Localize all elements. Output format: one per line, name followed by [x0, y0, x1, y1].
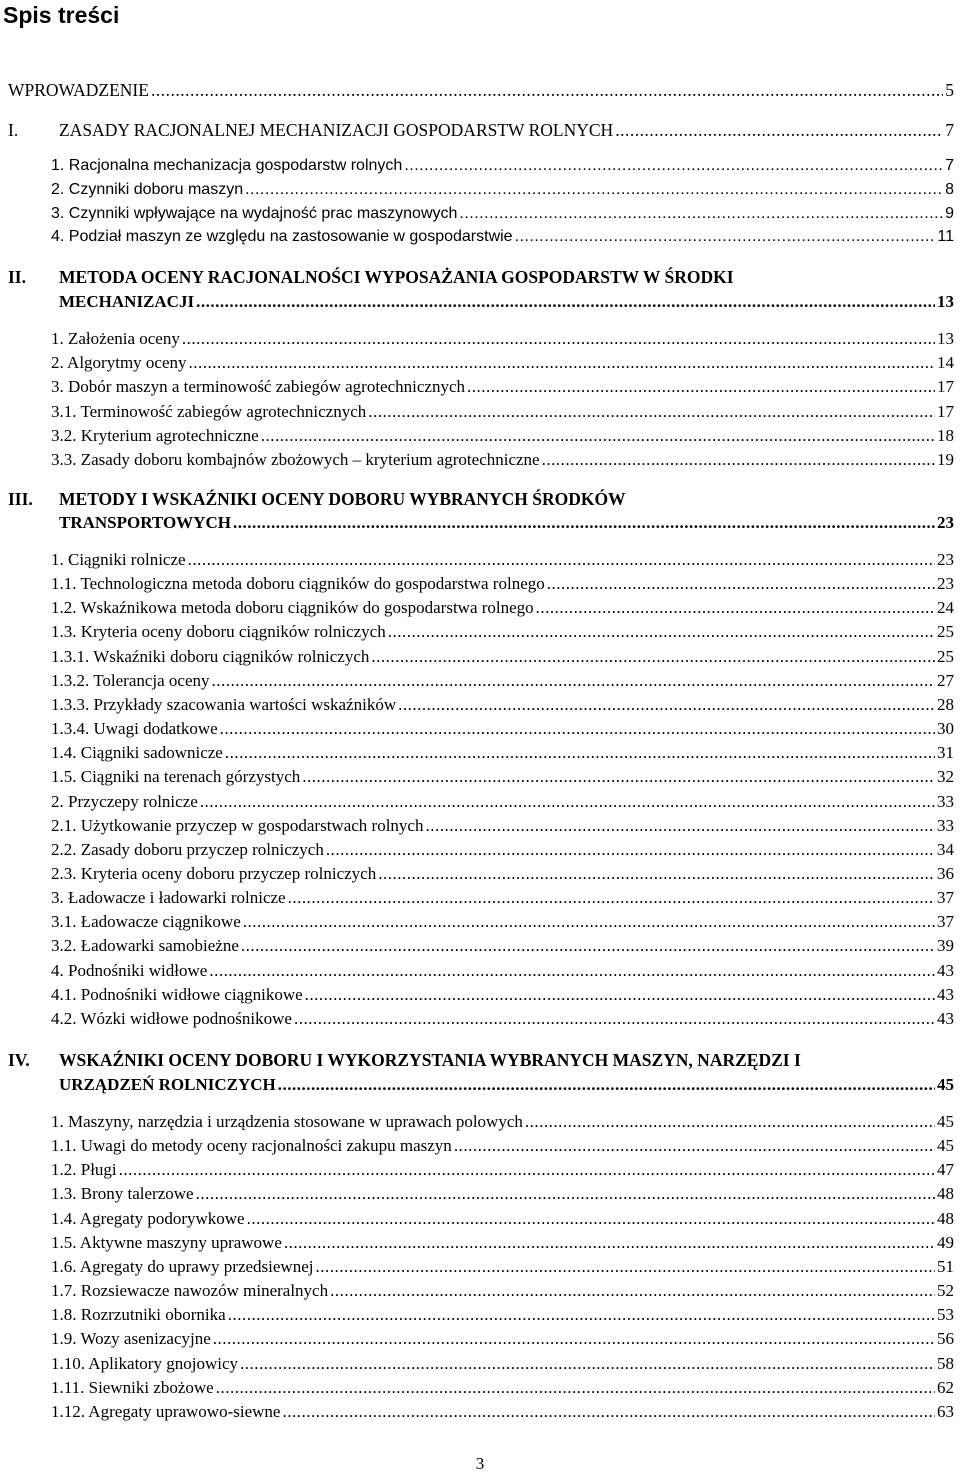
toc-entry[interactable]	[51, 912, 954, 932]
toc-entry-title: 1.2. Wskaźnikowa metoda doboru ciągników do gospodarstwa rolnego	[51, 598, 534, 618]
toc-entry[interactable]	[51, 767, 954, 787]
toc-entry-page: 24	[937, 598, 954, 618]
toc-entry-title: 1.8. Rozrzutniki obornika	[51, 1305, 226, 1325]
dot-leader	[330, 1281, 935, 1301]
toc-entry-page: 51	[937, 1256, 954, 1276]
toc-entry[interactable]	[51, 1233, 954, 1253]
toc-entry-title: TRANSPORTOWYCH	[59, 513, 231, 532]
dot-leader	[245, 181, 943, 199]
toc-entry-intro[interactable]	[8, 80, 954, 101]
toc-entry-title: 3.1. Terminowość zabiegów agrotechnicznych	[51, 401, 367, 421]
toc-entry-title: 1.4. Ciągniki sadownicze	[51, 743, 223, 763]
toc-entry[interactable]	[51, 1184, 954, 1204]
dot-leader	[212, 671, 935, 691]
toc-entry-title: 1.3. Brony talerzowe	[51, 1184, 194, 1204]
dot-leader	[368, 402, 935, 422]
toc-chapter-1[interactable]	[59, 120, 954, 141]
toc-entry[interactable]	[51, 719, 954, 739]
toc-entry[interactable]	[51, 864, 954, 884]
chapter-number: I.	[8, 120, 19, 140]
toc-entry-title: 3. Ładowacze i ładowarki rolnicze	[51, 888, 286, 908]
dot-leader	[209, 961, 935, 981]
dot-leader	[240, 1354, 935, 1374]
toc-entry-page: 43	[937, 1008, 954, 1028]
toc-chapter-title-line[interactable]: METODA OCENY RACJONALNOŚCI WYPOSAŻANIA GOSPODARSTW W ŚRODKI	[59, 267, 734, 287]
toc-chapter-3[interactable]	[59, 513, 954, 533]
toc-entry[interactable]	[51, 329, 954, 349]
dot-leader	[515, 228, 936, 246]
dot-leader	[247, 1209, 935, 1229]
toc-entry[interactable]	[51, 353, 954, 373]
dot-leader	[196, 292, 935, 312]
toc-entry-page: 45	[937, 1136, 954, 1156]
toc-entry-title: 1.4. Agregaty podorywkowe	[51, 1208, 245, 1228]
toc-entry-title: URZĄDZEŃ ROLNICZYCH	[59, 1075, 276, 1094]
toc-entry[interactable]	[51, 1329, 954, 1349]
toc-entry-title: 2.2. Zasady doboru przyczep rolniczych	[51, 839, 324, 859]
dot-leader	[220, 719, 935, 739]
toc-entry[interactable]	[51, 671, 954, 691]
dot-leader	[536, 598, 935, 618]
toc-entry-title: 1.3.1. Wskaźniki doboru ciągników rolniczych	[51, 646, 370, 666]
toc-entry-title: 4. Podnośniki widłowe	[51, 960, 208, 980]
toc-entry-page: 45	[937, 1075, 954, 1094]
toc-entry-page: 11	[937, 228, 954, 246]
toc-entry-title: 2. Czynniki doboru maszyn	[51, 180, 244, 198]
toc-entry-page: 49	[937, 1232, 954, 1252]
toc-entry-page: 37	[937, 888, 954, 908]
dot-leader	[241, 936, 935, 956]
page-title: Spis treści	[3, 2, 120, 28]
toc-entry-page: 36	[937, 863, 954, 883]
toc-entry[interactable]	[51, 1160, 954, 1180]
dot-leader	[388, 622, 935, 642]
toc-entry-page: 14	[937, 353, 954, 373]
toc-entry[interactable]	[51, 1009, 954, 1029]
toc-entry[interactable]	[51, 888, 954, 908]
toc-entry-page: 43	[937, 984, 954, 1004]
toc-entry[interactable]	[51, 743, 954, 763]
dot-leader	[200, 792, 935, 812]
toc-entry[interactable]	[51, 181, 954, 199]
dot-leader	[371, 647, 935, 667]
toc-entry[interactable]	[51, 377, 954, 397]
toc-entry-title: 3.1. Ładowacze ciągnikowe	[51, 912, 241, 932]
toc-entry-title: 1. Racjonalna mechanizacja gospodarstw rolnych	[51, 157, 403, 174]
toc-entry-title: 1.12. Agregaty uprawowo-siewne	[51, 1401, 281, 1421]
toc-entry-title: WPROWADZENIE	[8, 80, 149, 100]
toc-entry-title: 1.2. Pługi	[51, 1160, 117, 1180]
toc-entry[interactable]	[51, 961, 954, 981]
toc-entry[interactable]	[51, 598, 954, 618]
toc-entry-title: 1.10. Aplikatory gnojowicy	[51, 1353, 238, 1373]
toc-entry[interactable]	[51, 402, 954, 422]
toc-entry-page: 53	[937, 1305, 954, 1325]
dot-leader	[294, 1009, 935, 1029]
dot-leader	[216, 1378, 935, 1398]
toc-entry[interactable]	[51, 450, 954, 470]
toc-entry-page: 13	[937, 292, 954, 311]
toc-entry[interactable]	[51, 816, 954, 836]
toc-entry-title: 1.3.4. Uwagi dodatkowe	[51, 719, 218, 739]
dot-leader	[454, 1136, 935, 1156]
toc-entry-title: 1. Ciągniki rolnicze	[51, 550, 186, 569]
toc-entry-page: 7	[945, 157, 954, 174]
toc-entry[interactable]	[51, 1257, 954, 1277]
dot-leader	[243, 912, 935, 932]
toc-entry[interactable]	[51, 985, 954, 1005]
toc-entry-page: 56	[937, 1329, 954, 1349]
toc-entry-title: 2. Algorytmy oceny	[51, 353, 187, 373]
toc-entry-page: 43	[937, 960, 954, 980]
toc-entry[interactable]	[51, 1281, 954, 1301]
toc-entry-page: 17	[937, 377, 954, 397]
toc-entry-title: 4.2. Wózki widłowe podnośnikowe	[51, 1008, 292, 1028]
toc-entry-title: 1.1. Technologiczna metoda doboru ciągników do gospodarstwa rolnego	[51, 574, 545, 594]
toc-entry-page: 39	[937, 936, 954, 956]
dot-leader	[151, 80, 943, 101]
toc-entry-title: 1.9. Wozy asenizacyjne	[51, 1329, 211, 1349]
toc-entry-page: 23	[937, 550, 954, 569]
toc-entry-title: ZASADY RACJONALNEJ MECHANIZACJI GOSPODARSTW ROLNYCH	[59, 120, 614, 140]
dot-leader	[182, 329, 935, 349]
toc-entry[interactable]	[51, 1112, 954, 1132]
toc-entry-page: 13	[937, 329, 954, 348]
toc-entry-title: 1.11. Siewniki zbożowe	[51, 1377, 214, 1397]
toc-entry[interactable]	[51, 695, 954, 715]
toc-entry-title: 1.5. Ciągniki na terenach górzystych	[51, 767, 301, 787]
toc-entry-title: 1.3. Kryteria oceny doboru ciągników rolniczych	[51, 622, 386, 642]
dot-leader	[425, 816, 935, 836]
dot-leader	[467, 377, 935, 397]
toc-entry-title: 2.1. Użytkowanie przyczep w gospodarstwach rolnych	[51, 815, 424, 835]
toc-entry[interactable]	[51, 936, 954, 956]
toc-entry-page: 18	[937, 425, 954, 445]
toc-entry-title: 4. Podział maszyn ze względu na zastosowanie w gospodarstwie	[51, 228, 513, 246]
toc-entry-title: 1. Maszyny, narzędzia i urządzenia stosowane w uprawach polowych	[51, 1112, 523, 1131]
toc-entry[interactable]	[51, 1378, 954, 1398]
dot-leader	[282, 1402, 935, 1422]
dot-leader	[315, 1257, 935, 1277]
toc-entry[interactable]	[51, 1209, 954, 1229]
toc-entry-title: 3.2. Kryterium agrotechniczne	[51, 425, 259, 445]
toc-entry-page: 25	[937, 622, 954, 642]
toc-entry-page: 28	[937, 694, 954, 714]
toc-entry-page: 25	[937, 646, 954, 666]
toc-entry-title: 1.3.3. Przykłady szacowania wartości wskaźników	[51, 694, 397, 714]
toc-entry-page: 62	[937, 1377, 954, 1397]
toc-entry-page: 34	[937, 839, 954, 859]
toc-entry[interactable]	[51, 550, 954, 570]
dot-leader	[615, 120, 943, 141]
toc-entry-title: 4.1. Podnośniki widłowe ciągnikowe	[51, 984, 303, 1004]
toc-chapter-title-line[interactable]: WSKAŹNIKI OCENY DOBORU I WYKORZYSTANIA WYBRANYCH MASZYN, NARZĘDZI I	[59, 1050, 801, 1070]
toc-chapter-2[interactable]	[59, 292, 954, 312]
toc-entry-page: 33	[937, 791, 954, 811]
toc-entry-title: 2. Przyczepy rolnicze	[51, 791, 198, 811]
toc-entry-page: 33	[937, 815, 954, 835]
toc-entry-title: 1.3.2. Tolerancja oceny	[51, 670, 210, 690]
toc-entry-title: 1.1. Uwagi do metody oceny racjonalności zakupu maszyn	[51, 1136, 452, 1156]
dot-leader	[404, 157, 943, 175]
toc-entry[interactable]	[51, 840, 954, 860]
chapter-number: II.	[8, 267, 26, 287]
toc-entry-title: 3. Czynniki wpływające na wydajność prac maszynowych	[51, 204, 458, 222]
toc-entry[interactable]	[51, 574, 954, 594]
toc-entry-page: 31	[937, 743, 954, 763]
dot-leader	[278, 1075, 935, 1095]
toc-entry-page: 9	[945, 204, 954, 222]
dot-leader	[233, 513, 935, 533]
toc-entry-page: 63	[937, 1401, 954, 1421]
toc-entry[interactable]	[51, 1402, 954, 1422]
dot-leader	[525, 1112, 935, 1132]
toc-entry[interactable]	[51, 622, 954, 642]
toc-entry-page: 58	[937, 1353, 954, 1373]
dot-leader	[188, 550, 935, 570]
toc-entry-page: 23	[937, 574, 954, 594]
page-number: 3	[475, 1454, 485, 1473]
dot-leader	[326, 840, 935, 860]
dot-leader	[398, 695, 935, 715]
toc-entry-title: 3.3. Zasady doboru kombajnów zbożowych – kryterium agrotechniczne	[51, 450, 540, 469]
dot-leader	[225, 743, 935, 763]
toc-entry-title: 1.7. Rozsiewacze nawozów mineralnych	[51, 1281, 329, 1301]
toc-chapter-title-line[interactable]: METODY I WSKAŹNIKI OCENY DOBORU WYBRANYCH ŚRODKÓW	[59, 489, 626, 509]
toc-entry-page: 32	[937, 767, 954, 787]
dot-leader	[119, 1160, 935, 1180]
toc-entry-title: 1. Założenia oceny	[51, 329, 180, 348]
toc-entry-title: MECHANIZACJI	[59, 292, 195, 311]
toc-entry-title: 3. Dobór maszyn a terminowość zabiegów agrotechnicznych	[51, 377, 465, 397]
toc-entry-page: 8	[945, 180, 954, 198]
toc-entry[interactable]	[51, 1354, 954, 1374]
dot-leader	[288, 888, 935, 908]
toc-entry[interactable]	[51, 228, 954, 246]
toc-entry-page: 37	[937, 912, 954, 932]
toc-entry-page: 48	[937, 1184, 954, 1204]
toc-entry[interactable]	[51, 792, 954, 812]
toc-entry[interactable]	[51, 647, 954, 667]
chapter-number: IV.	[8, 1050, 30, 1070]
toc-entry-page: 5	[945, 80, 954, 100]
toc-entry[interactable]	[51, 1136, 954, 1156]
toc-entry[interactable]	[51, 426, 954, 446]
toc-entry[interactable]	[51, 1305, 954, 1325]
toc-entry-page: 17	[937, 401, 954, 421]
toc-chapter-4[interactable]	[59, 1075, 954, 1095]
chapter-number: III.	[8, 489, 33, 509]
dot-leader	[542, 450, 935, 470]
toc-entry-page: 30	[937, 719, 954, 739]
toc-entry-page: 47	[937, 1160, 954, 1180]
toc-entry-title: 2.3. Kryteria oceny doboru przyczep rolniczych	[51, 863, 377, 883]
toc-entry-title: 3.2. Ładowarki samobieżne	[51, 936, 239, 956]
toc-entry-page: 23	[937, 513, 954, 532]
toc-entry[interactable]	[51, 205, 954, 223]
toc-entry-title: 1.6. Agregaty do uprawy przedsiewnej	[51, 1256, 314, 1276]
toc-entry-page: 27	[937, 670, 954, 690]
toc-entry-page: 52	[937, 1281, 954, 1301]
toc-entry-page: 7	[945, 120, 954, 140]
toc-entry-title: 1.5. Aktywne maszyny uprawowe	[51, 1232, 282, 1252]
toc-entry[interactable]	[51, 157, 954, 175]
dot-leader	[189, 353, 935, 373]
dot-leader	[547, 574, 935, 594]
toc-entry-page: 19	[937, 450, 954, 469]
dot-leader	[378, 864, 935, 884]
dot-leader	[302, 767, 935, 787]
dot-leader	[305, 985, 935, 1005]
dot-leader	[261, 426, 935, 446]
toc-entry-page: 48	[937, 1208, 954, 1228]
dot-leader	[213, 1329, 935, 1349]
dot-leader	[284, 1233, 935, 1253]
toc-entry-page: 45	[937, 1112, 954, 1131]
dot-leader	[228, 1305, 935, 1325]
dot-leader	[196, 1184, 935, 1204]
dot-leader	[459, 205, 943, 223]
